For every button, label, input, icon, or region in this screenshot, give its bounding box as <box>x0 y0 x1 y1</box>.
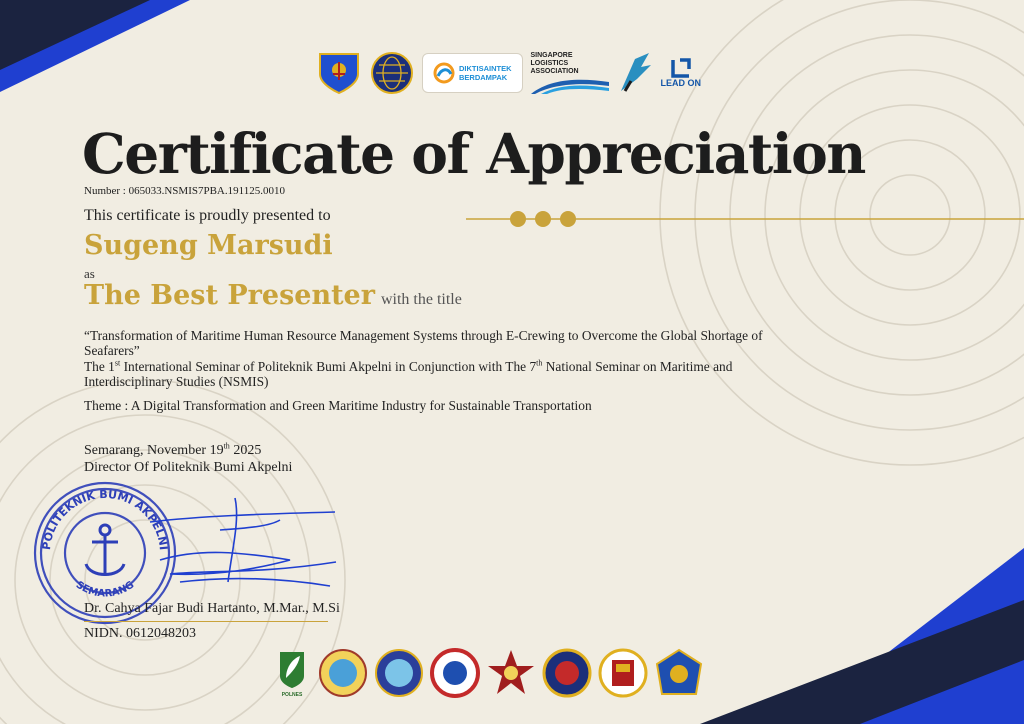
date-sup: th <box>223 441 230 451</box>
certificate-title: Certificate of Appreciation <box>82 121 865 186</box>
seminar-part-1: The 1 <box>84 359 115 374</box>
round-seal-icon <box>430 648 480 698</box>
lead-on-logo <box>661 58 702 88</box>
year-text: 2025 <box>229 443 262 458</box>
polnes-text: POLNES <box>281 692 303 698</box>
lead-on-text: LEAD ON <box>660 78 701 88</box>
bird-icon <box>617 51 653 95</box>
certificate-number: Number : 065033.NSMIS7PBA.191125.0010 <box>84 185 285 197</box>
seminar-sup-1: st <box>114 358 121 368</box>
award-title: The Best Presenter <box>84 280 375 311</box>
diktisaintek-logo <box>422 53 523 93</box>
paper-title: “Transformation of Maritime Human Resource Management Systems through E-Crewing to Overcome the Global Shortage of Seafarers” <box>84 328 763 358</box>
signer-nidn: NIDN. 0612048203 <box>84 626 196 641</box>
lead-on-icon <box>670 58 692 78</box>
ministry-emblem-logo <box>370 51 414 95</box>
place-date <box>84 443 261 458</box>
footer-logos <box>272 648 704 698</box>
recipient-name: Sugeng Marsudi <box>84 230 333 261</box>
sla-text: SINGAPORE LOGISTICS ASSOCIATION <box>530 52 579 75</box>
diktisaintek-text: DIKTISAINTEK BERDAMPAK <box>459 64 512 82</box>
header-logos <box>316 50 701 96</box>
road-swoosh-icon <box>531 76 609 94</box>
seminar-part-3: National Seminar on Maritime and Interdisciplinary Studies (NSMIS) <box>84 359 733 389</box>
presented-to-text: This certificate is proudly presented to <box>84 207 331 224</box>
round-seal-icon <box>542 648 592 698</box>
polnes-logo <box>272 648 312 698</box>
globe-emblem-icon <box>370 51 414 95</box>
stamp-text-bottom: SEMARANG <box>73 579 137 600</box>
place-date-text: Semarang, November 19 <box>84 443 224 458</box>
round-seal-icon <box>318 648 368 698</box>
bird-logo <box>617 51 653 95</box>
as-label: as <box>84 266 95 281</box>
seminar-sup-2: th <box>536 358 543 368</box>
star-emblem-icon <box>486 648 536 698</box>
gold-divider <box>466 207 1024 231</box>
theme-text: Theme : A Digital Transformation and Green Maritime Industry for Sustainable Transportation <box>84 398 592 413</box>
pentagon-shield-icon <box>654 648 704 698</box>
director-title: Director Of Politeknik Bumi Akpelni <box>84 460 293 475</box>
signature-rule <box>84 621 328 622</box>
award-line <box>84 280 462 311</box>
leaf-logo-icon <box>272 648 312 692</box>
round-seal-icon <box>598 648 648 698</box>
singapore-logistics-logo <box>531 52 609 94</box>
signer-name: Dr. Cahya Fajar Budi Hartanto, M.Mar., M.Si <box>84 601 340 616</box>
anchor-icon <box>86 525 124 576</box>
seminar-description <box>84 359 764 389</box>
stamp-text-top: POLITEKNIK BUMI AKPELNI <box>39 487 170 551</box>
handwritten-signature <box>140 490 340 600</box>
shield-crest-icon <box>316 50 362 96</box>
swirl-icon <box>433 62 455 84</box>
seminar-part-2: International Seminar of Politeknik Bumi Akpelni in Conjunction with The 7 <box>120 359 537 374</box>
with-title-label: with the title <box>380 291 462 308</box>
round-seal-icon <box>374 648 424 698</box>
institution-crest-logo <box>316 50 362 96</box>
